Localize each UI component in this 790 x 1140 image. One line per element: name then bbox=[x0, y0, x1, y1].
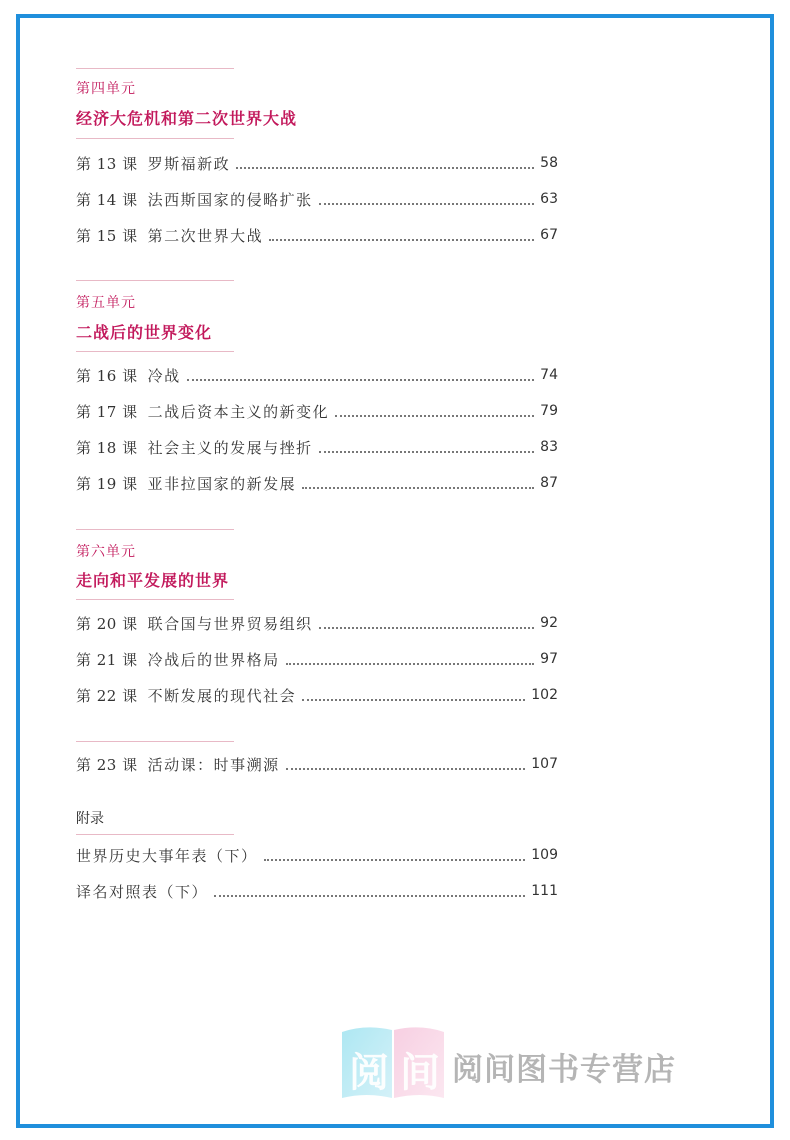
svg-text:阅: 阅 bbox=[349, 1050, 389, 1096]
page-number: 107 bbox=[531, 756, 558, 772]
page-number: 97 bbox=[540, 651, 558, 667]
page-number: 111 bbox=[531, 883, 558, 899]
leader-dots bbox=[236, 166, 534, 169]
unit-separator bbox=[76, 68, 234, 69]
lesson-title: 社会主义的发展与挫折 bbox=[147, 438, 313, 457]
lesson-number: 第 21 课 bbox=[76, 650, 138, 669]
lesson-title: 冷战 bbox=[147, 366, 181, 385]
lesson-title: 不断发展的现代社会 bbox=[147, 686, 297, 705]
lesson-title: 二战后资本主义的新变化 bbox=[147, 402, 330, 421]
leader-dots bbox=[319, 626, 535, 629]
toc-entry[interactable] bbox=[76, 612, 558, 634]
unit-label: 第五单元 bbox=[76, 295, 136, 311]
leader-dots bbox=[319, 450, 535, 453]
leader-dots bbox=[335, 414, 534, 417]
leader-dots bbox=[302, 486, 534, 489]
watermark-text: 阅间图书专营店 bbox=[452, 1052, 676, 1088]
page-number: 109 bbox=[531, 847, 558, 863]
leader-dots bbox=[319, 202, 535, 205]
unit-separator bbox=[76, 599, 234, 600]
page-number: 92 bbox=[540, 615, 558, 631]
page-number: 83 bbox=[540, 439, 558, 455]
lesson-title: 第二次世界大战 bbox=[147, 226, 264, 245]
page-number: 63 bbox=[540, 191, 558, 207]
page-number: 102 bbox=[531, 687, 558, 703]
unit-separator bbox=[76, 741, 234, 742]
toc-entry[interactable] bbox=[76, 400, 558, 422]
appendix-separator bbox=[76, 834, 234, 835]
lesson-title: 法西斯国家的侵略扩张 bbox=[147, 190, 313, 209]
leader-dots bbox=[286, 767, 526, 770]
toc-entry[interactable] bbox=[76, 684, 558, 706]
svg-text:间: 间 bbox=[400, 1050, 440, 1096]
unit-title: 经济大危机和第二次世界大战 bbox=[76, 109, 298, 128]
page-number: 67 bbox=[540, 227, 558, 243]
toc-entry-activity[interactable] bbox=[76, 753, 558, 775]
page-number: 58 bbox=[540, 155, 558, 171]
appendix-heading: 附录 bbox=[76, 811, 104, 827]
unit-label: 第六单元 bbox=[76, 544, 136, 560]
toc-entry[interactable] bbox=[76, 472, 558, 494]
leader-dots bbox=[286, 662, 535, 665]
toc-entry[interactable] bbox=[76, 224, 558, 246]
lesson-title: 联合国与世界贸易组织 bbox=[147, 614, 313, 633]
unit-title: 二战后的世界变化 bbox=[76, 323, 213, 342]
lesson-number: 第 20 课 bbox=[76, 614, 138, 633]
leader-dots bbox=[187, 378, 535, 381]
unit-title: 走向和平发展的世界 bbox=[76, 571, 230, 590]
lesson-number: 第 19 课 bbox=[76, 474, 138, 493]
lesson-number: 第 16 课 bbox=[76, 366, 138, 385]
lesson-number: 第 18 课 bbox=[76, 438, 138, 457]
toc-entry[interactable] bbox=[76, 364, 558, 386]
toc-entry[interactable] bbox=[76, 152, 558, 174]
unit-separator bbox=[76, 351, 234, 352]
unit-label: 第四单元 bbox=[76, 81, 136, 97]
lesson-number: 第 15 课 bbox=[76, 226, 138, 245]
appendix-title: 译名对照表（下） bbox=[76, 882, 209, 901]
leader-dots bbox=[269, 238, 534, 241]
page-number: 74 bbox=[540, 367, 558, 383]
unit-separator bbox=[76, 138, 234, 139]
lesson-title: 活动课：时事溯源 bbox=[147, 755, 280, 774]
lesson-number: 第 23 课 bbox=[76, 755, 138, 774]
lesson-number: 第 14 课 bbox=[76, 190, 138, 209]
page-number: 79 bbox=[540, 403, 558, 419]
leader-dots bbox=[264, 858, 526, 861]
page-number: 87 bbox=[540, 475, 558, 491]
toc-entry-appendix[interactable] bbox=[76, 844, 558, 866]
toc-entry[interactable] bbox=[76, 648, 558, 670]
leader-dots bbox=[214, 894, 525, 897]
appendix-title: 世界历史大事年表（下） bbox=[76, 846, 258, 865]
lesson-title: 冷战后的世界格局 bbox=[147, 650, 280, 669]
lesson-number: 第 13 课 bbox=[76, 154, 138, 173]
lesson-number: 第 22 课 bbox=[76, 686, 138, 705]
lesson-title: 亚非拉国家的新发展 bbox=[147, 474, 297, 493]
toc-entry[interactable] bbox=[76, 436, 558, 458]
toc-entry-appendix[interactable] bbox=[76, 880, 558, 902]
unit-separator bbox=[76, 529, 234, 530]
lesson-title: 罗斯福新政 bbox=[147, 154, 231, 173]
leader-dots bbox=[302, 698, 525, 701]
toc-entry[interactable] bbox=[76, 188, 558, 210]
lesson-number: 第 17 课 bbox=[76, 402, 138, 421]
unit-separator bbox=[76, 280, 234, 281]
